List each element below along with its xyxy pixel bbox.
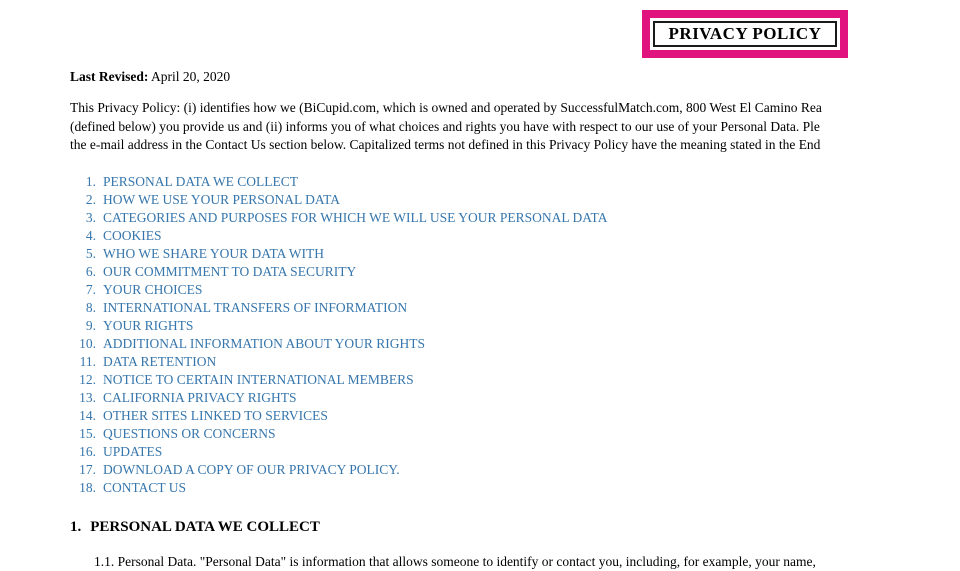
toc-item — [70, 191, 960, 209]
intro-line: (defined below) you provide us and (ii) informs you of what choices and rights you have with respect to our use of your Personal Data. Ple — [70, 118, 820, 134]
toc-link-data-retention[interactable]: DATA RETENTION — [103, 353, 217, 369]
toc-link-cookies[interactable]: COOKIES — [103, 227, 162, 243]
toc-number: 10. — [79, 335, 96, 351]
toc-number: 7. — [85, 281, 96, 297]
toc-item — [70, 371, 960, 389]
title-row — [0, 0, 960, 58]
toc-item — [70, 461, 960, 479]
toc-item — [70, 407, 960, 425]
toc-number: 11. — [79, 353, 96, 369]
toc-number: 15. — [79, 425, 96, 441]
toc-item — [70, 389, 960, 407]
toc-link-our-commitment-to-data-security[interactable]: OUR COMMITMENT TO DATA SECURITY — [103, 263, 357, 279]
toc-item — [70, 281, 960, 299]
toc-number: 2. — [85, 191, 96, 207]
toc-item — [70, 353, 960, 371]
toc-item — [70, 227, 960, 245]
toc-item — [70, 425, 960, 443]
toc-list — [70, 173, 960, 497]
intro-paragraph — [70, 99, 960, 155]
toc-link-who-we-share-your-data-with[interactable]: WHO WE SHARE YOUR DATA WITH — [103, 245, 325, 261]
intro-line: This Privacy Policy: (i) identifies how we (BiCupid.com, which is owned and operated by SuccessfulMatch.com, 800 West El Camino Rea — [70, 100, 822, 115]
toc-number: 12. — [79, 371, 96, 387]
toc-link-categories-and-purposes[interactable]: CATEGORIES AND PURPOSES FOR WHICH WE WILL USE YOUR PERSONAL DATA — [103, 209, 608, 225]
toc-number: 17. — [79, 461, 96, 477]
toc-number: 14. — [79, 407, 96, 423]
page-title: PRIVACY POLICY — [653, 21, 838, 47]
toc-number: 8. — [85, 299, 96, 315]
toc-link-california-privacy-rights[interactable]: CALIFORNIA PRIVACY RIGHTS — [103, 389, 297, 405]
toc-item — [70, 173, 960, 191]
toc-item — [70, 335, 960, 353]
toc-item — [70, 245, 960, 263]
toc-number: 3. — [85, 209, 96, 225]
toc-link-contact-us[interactable]: CONTACT US — [103, 479, 187, 495]
toc-number: 18. — [79, 479, 96, 495]
toc-item — [70, 299, 960, 317]
section-heading-number: 1. — [70, 518, 82, 535]
toc-link-questions-or-concerns[interactable]: QUESTIONS OR CONCERNS — [103, 425, 276, 441]
toc-number: 4. — [85, 227, 96, 243]
toc-link-other-sites-linked-to-services[interactable]: OTHER SITES LINKED TO SERVICES — [103, 407, 328, 423]
last-revised-label: Last Revised: — [70, 69, 149, 84]
toc-number: 16. — [79, 443, 96, 459]
toc-link-notice-to-certain-international-members[interactable]: NOTICE TO CERTAIN INTERNATIONAL MEMBERS — [103, 371, 414, 387]
last-revised — [70, 68, 960, 86]
toc-item — [70, 317, 960, 335]
toc-link-download-a-copy[interactable]: DOWNLOAD A COPY OF OUR PRIVACY POLICY. — [103, 461, 400, 477]
toc-number: 1. — [85, 173, 96, 189]
toc-item — [70, 263, 960, 281]
toc-link-personal-data-we-collect[interactable]: PERSONAL DATA WE COLLECT — [103, 173, 299, 189]
section-heading-title: PERSONAL DATA WE COLLECT — [90, 518, 320, 535]
toc-item — [70, 209, 960, 227]
subsection-line: 1.1. Personal Data. "Personal Data" is information that allows someone to identify or contact you, including, for example, your name, — [94, 553, 816, 569]
toc-link-how-we-use-your-personal-data[interactable]: HOW WE USE YOUR PERSONAL DATA — [103, 191, 341, 207]
toc-link-your-choices[interactable]: YOUR CHOICES — [103, 281, 203, 297]
toc-number: 13. — [79, 389, 96, 405]
last-revised-date: April 20, 2020 — [151, 69, 231, 84]
toc-link-additional-information-about-your-rights[interactable]: ADDITIONAL INFORMATION ABOUT YOUR RIGHTS — [103, 335, 425, 351]
toc-number: 5. — [85, 245, 96, 261]
toc-link-international-transfers[interactable]: INTERNATIONAL TRANSFERS OF INFORMATION — [103, 299, 408, 315]
toc-item — [70, 479, 960, 497]
section-heading — [70, 518, 960, 536]
intro-line: the e-mail address in the Contact Us section below. Capitalized terms not defined in this Privacy Policy have the meaning stated in the End — [70, 137, 821, 152]
toc-link-updates[interactable]: UPDATES — [103, 443, 163, 459]
content-area — [70, 68, 960, 571]
title-box — [642, 10, 849, 58]
toc-number: 6. — [85, 263, 96, 279]
toc-link-your-rights[interactable]: YOUR RIGHTS — [103, 317, 194, 333]
toc-number: 9. — [85, 317, 96, 333]
toc-item — [70, 443, 960, 461]
